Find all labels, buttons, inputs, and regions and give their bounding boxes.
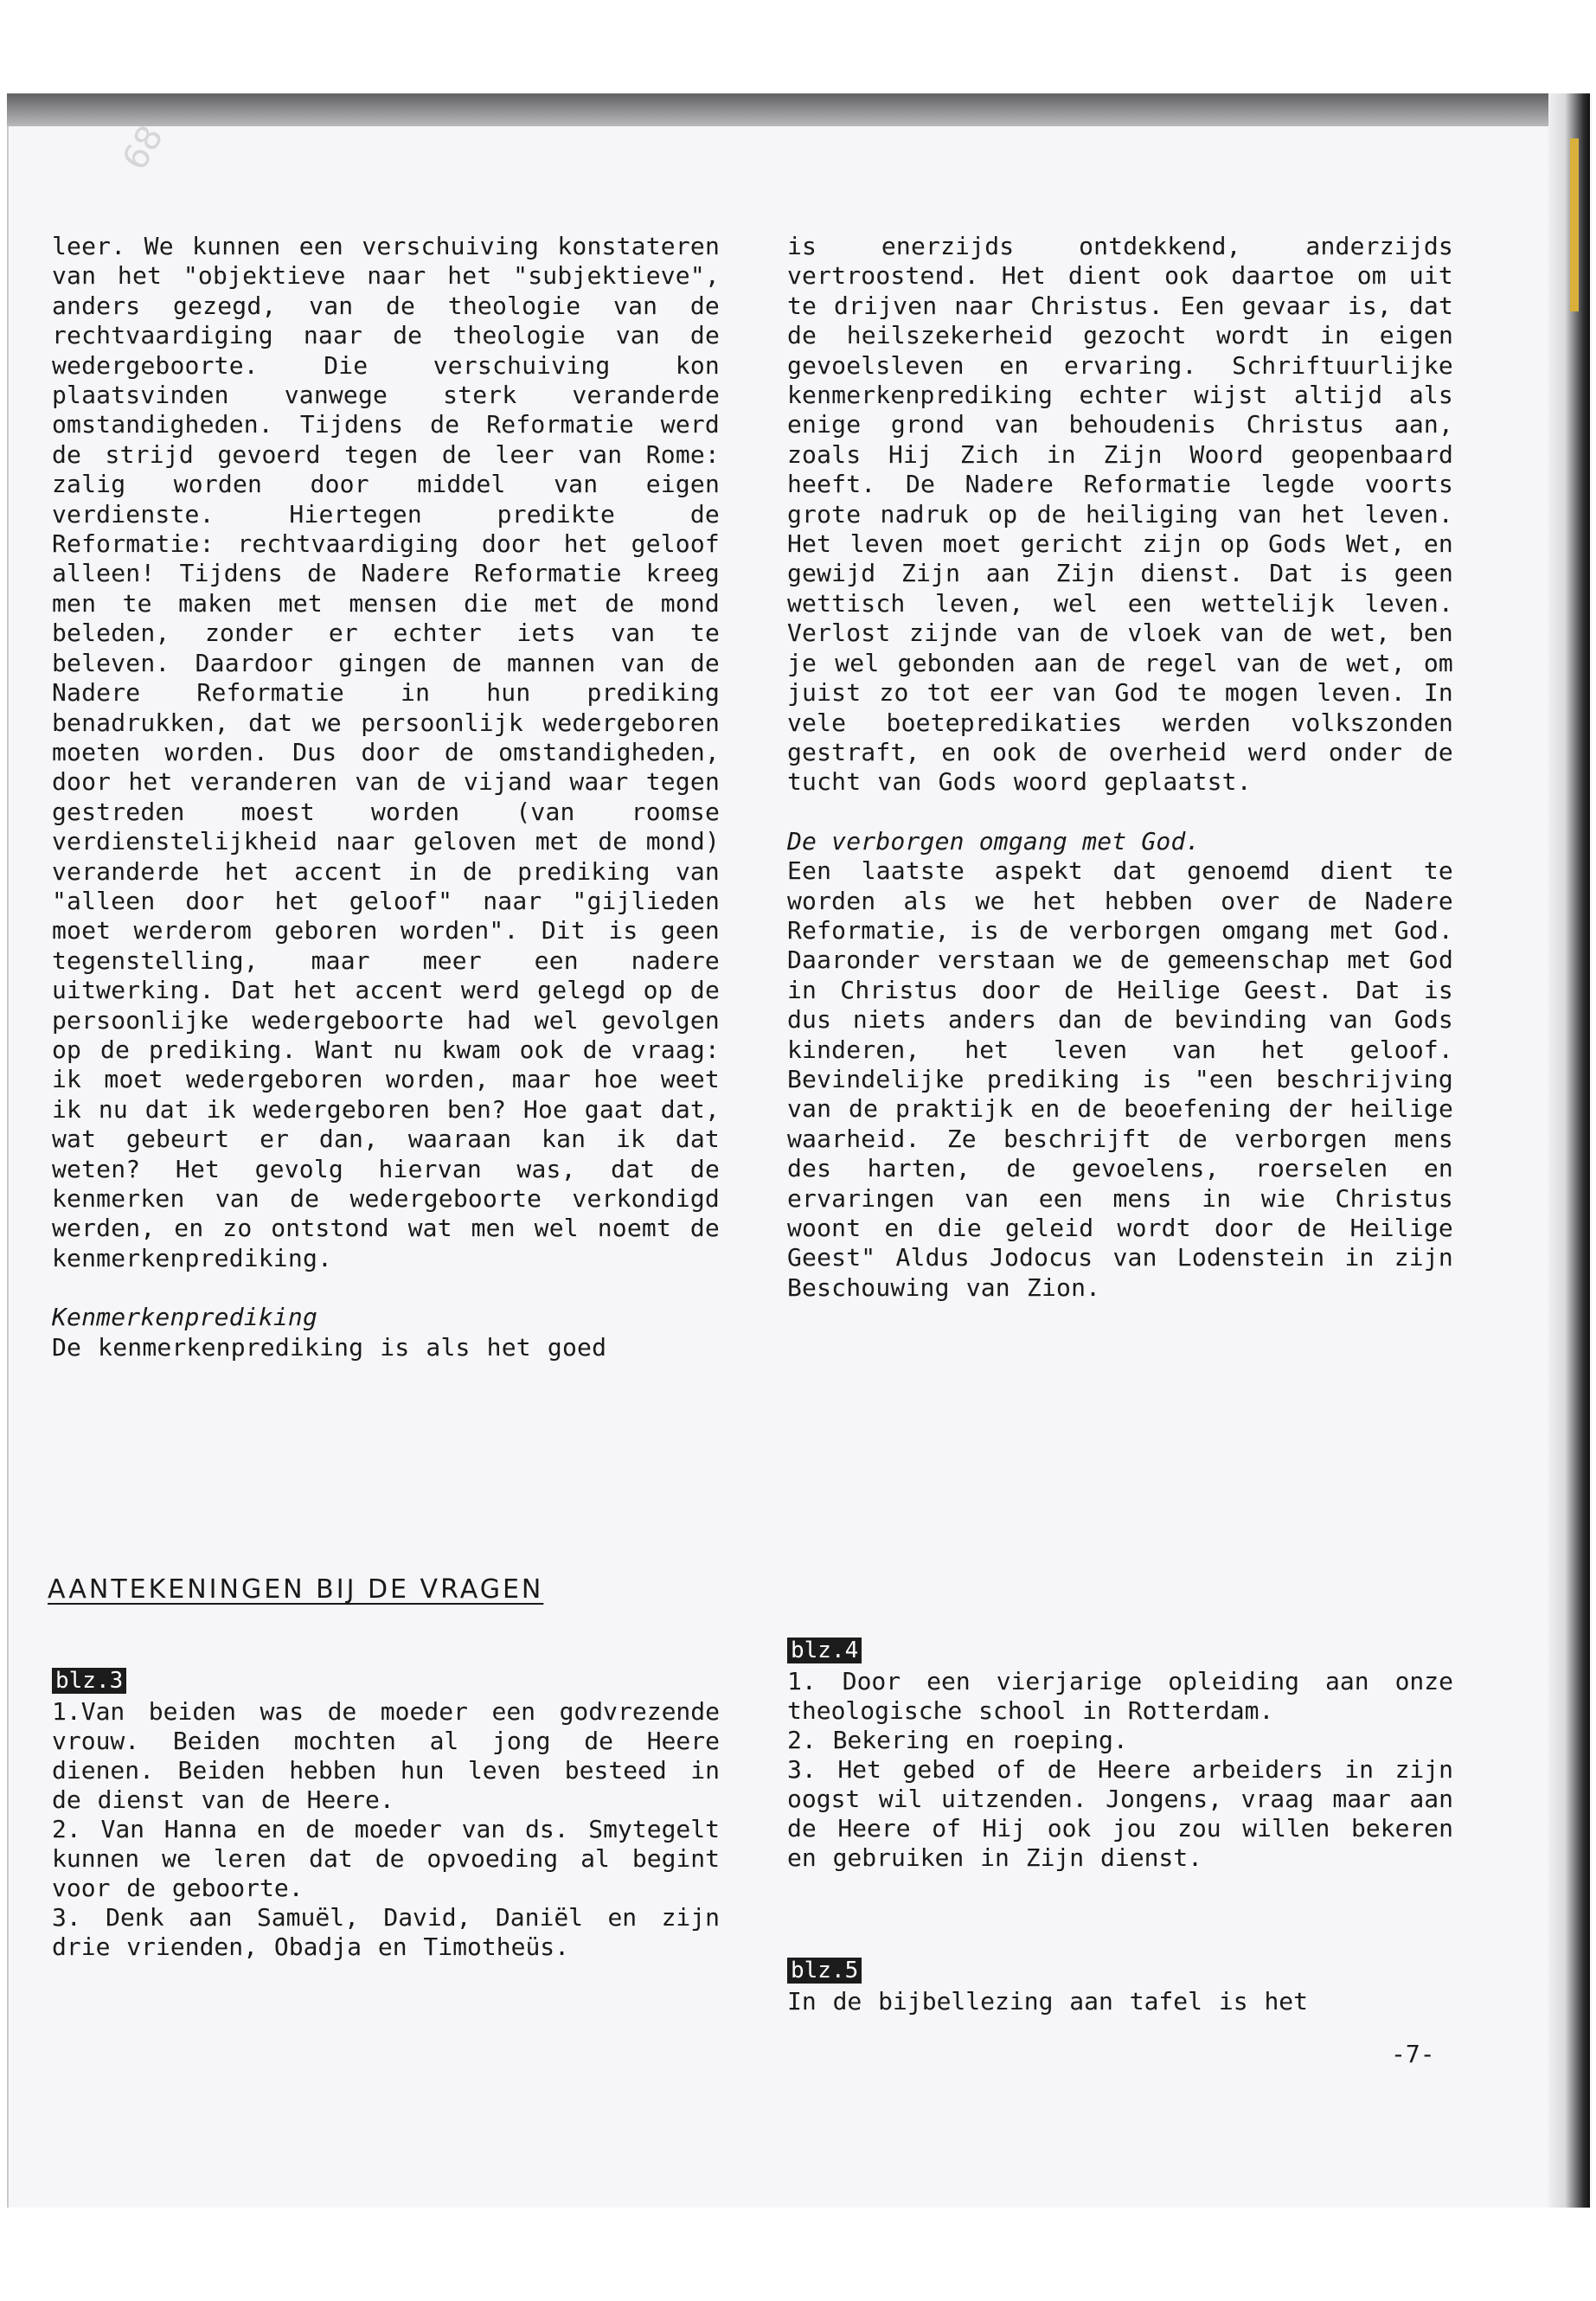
blz5-tag: blz.5 — [787, 1958, 862, 1984]
blz4-tag: blz.4 — [787, 1638, 862, 1663]
answers-blz5 — [787, 1955, 1453, 2016]
left-paragraph-1: leer. We kunnen een verschuiving konstateren van het "objektieve naar het "subjektieve", anders gezegd, van de theologie van de rechtvaardiging naar de theologie van de wedergeboorte. Die verschuiving kon plaatsvinden vanwege sterk veranderde omstandigheden. Tijdens de Reformatie werd de strijd gevoerd tegen de leer van Rome: zalig worden door middel van eigen verdienste. Hiertegen predikte de Reformatie: rechtvaardiging door het geloof alleen! Tijdens de Nadere Reformatie kreeg men te maken met mensen die met de mond beleden, zonder er echter iets van te beleven. Daardoor gingen de mannen van de Nadere Reformatie in hun prediking benadrukken, dat we persoonlijk wedergeboren moeten worden. Dus door de omstandigheden, door het veranderen van de vijand waar tegen gestreden moest worden (van roomse verdienstelijkheid naar geloven met de mond) veranderde het accent in de prediking van "alleen door het geloof" naar "gijlieden moet werderom geboren worden". Dit is geen tegenstelling, maar meer een nadere uitwerking. Dat het accent werd gelegd op de persoonlijke wedergeboorte had wel gevolgen op de prediking. Want nu kwam ook de vraag: ik moet wedergeboren worden, maar hoe weet ik nu dat ik wedergeboren ben? Hoe gaat dat, wat gebeurt er dan, waaraan kan ik dat weten? Het gevolg hiervan was, dat de kenmerken van de wedergeboorte verkondigd werden, en zo ontstond wat men wel noemt de kenmerkenprediking. — [52, 232, 720, 1272]
right-column — [787, 232, 1453, 1303]
scan-top-strip — [7, 93, 1590, 126]
right-paragraph-1: is enerzijds ontdekkend, anderzijds vertroostend. Het dient ook daartoe om uit te drijven naar Christus. Een gevaar is, dat de heilszekerheid gezocht wordt in eigen gevoelsleven en ervaring. Schriftuurlijke kenmerkenprediking echter wijst altijd als enige grond van behoudenis Christus aan, zoals Hij Zich in Zijn Woord geopenbaard heeft. De Nadere Reformatie legde voorts grote nadruk op de heiliging van het leven. Het leven moet gericht zijn op Gods Wet, en gewijd Zijn aan Zijn dienst. Dat is geen wettisch leven, wel een wettelijk leven. Verlost zijnde van de vloek van de wet, ben je wel gebonden aan de regel van de wet, om juist zo tot eer van God te mogen leven. In vele boetepredikaties werden volkszonden gestraft, en ook de overheid werd onder de tucht van Gods woord geplaatst. — [787, 232, 1453, 797]
blz4-item-1: 1. Door een vierjarige opleiding aan onze theologische school in Rotterdam. — [787, 1667, 1453, 1725]
answers-blz4 — [787, 1635, 1453, 1873]
blz4-item-2: 2. Bekering en roeping. — [787, 1726, 1128, 1754]
blz5-item-1: In de bijbellezing aan tafel is het — [787, 1987, 1309, 2016]
left-paragraph-2: De kenmerkenprediking is als het goed — [52, 1332, 607, 1362]
pencil-mark: 68 — [114, 119, 172, 177]
binding-tab — [1570, 138, 1579, 311]
left-column — [52, 232, 720, 1362]
answers-heading: AANTEKENINGEN BIJ DE VRAGEN — [48, 1574, 544, 1605]
blz3-item-3: 3. Denk aan Samuël, David, Daniël en zijn drie vrienden, Obadja en Timotheüs. — [52, 1903, 720, 1961]
blz3-item-2: 2. Van Hanna en de moeder van ds. Smytegelt kunnen we leren dat de opvoeding al begint voor de geboorte. — [52, 1815, 720, 1902]
binding-edge — [1548, 93, 1590, 2208]
blz3-tag: blz.3 — [52, 1668, 126, 1694]
blz3-item-1: 1.Van beiden was de moeder een godvrezende vrouw. Beiden mochten al jong de Heere dienen. Beiden hebben hun leven besteed in de dienst van de Heere. — [52, 1697, 720, 1814]
blz4-item-3: 3. Het gebed of de Heere arbeiders in zijn oogst wil uitzenden. Jongens, vraag maar aan de Heere of Hij ook jou zou willen bekeren en gebruiken in Zijn dienst. — [787, 1755, 1453, 1872]
right-paragraph-2: Een laatste aspekt dat genoemd dient te worden als we het hebben over de Nadere Reformatie, is de verborgen omgang met God. Daaronder verstaan we de gemeenschap met God in Christus door de Heilige Geest. Dat is dus niets anders dan de bevinding van Gods kinderen, het leven van het geloof. Bevindelijke prediking is "een beschrijving van de praktijk en de beoefening der heilige waarheid. Ze beschrijft de verborgen mens des harten, de gevoelens, roerselen en ervaringen van een mens in wie Christus woont en die geleid wordt door de Heilige Geest" Aldus Jodocus van Lodenstein in zijn Beschouwing van Zion. — [787, 856, 1453, 1302]
left-subheading: Kenmerkenprediking — [52, 1303, 318, 1332]
right-subheading: De verborgen omgang met God. — [787, 826, 1201, 856]
page-number: -7- — [1391, 2040, 1435, 2068]
answers-blz3 — [52, 1665, 720, 1962]
